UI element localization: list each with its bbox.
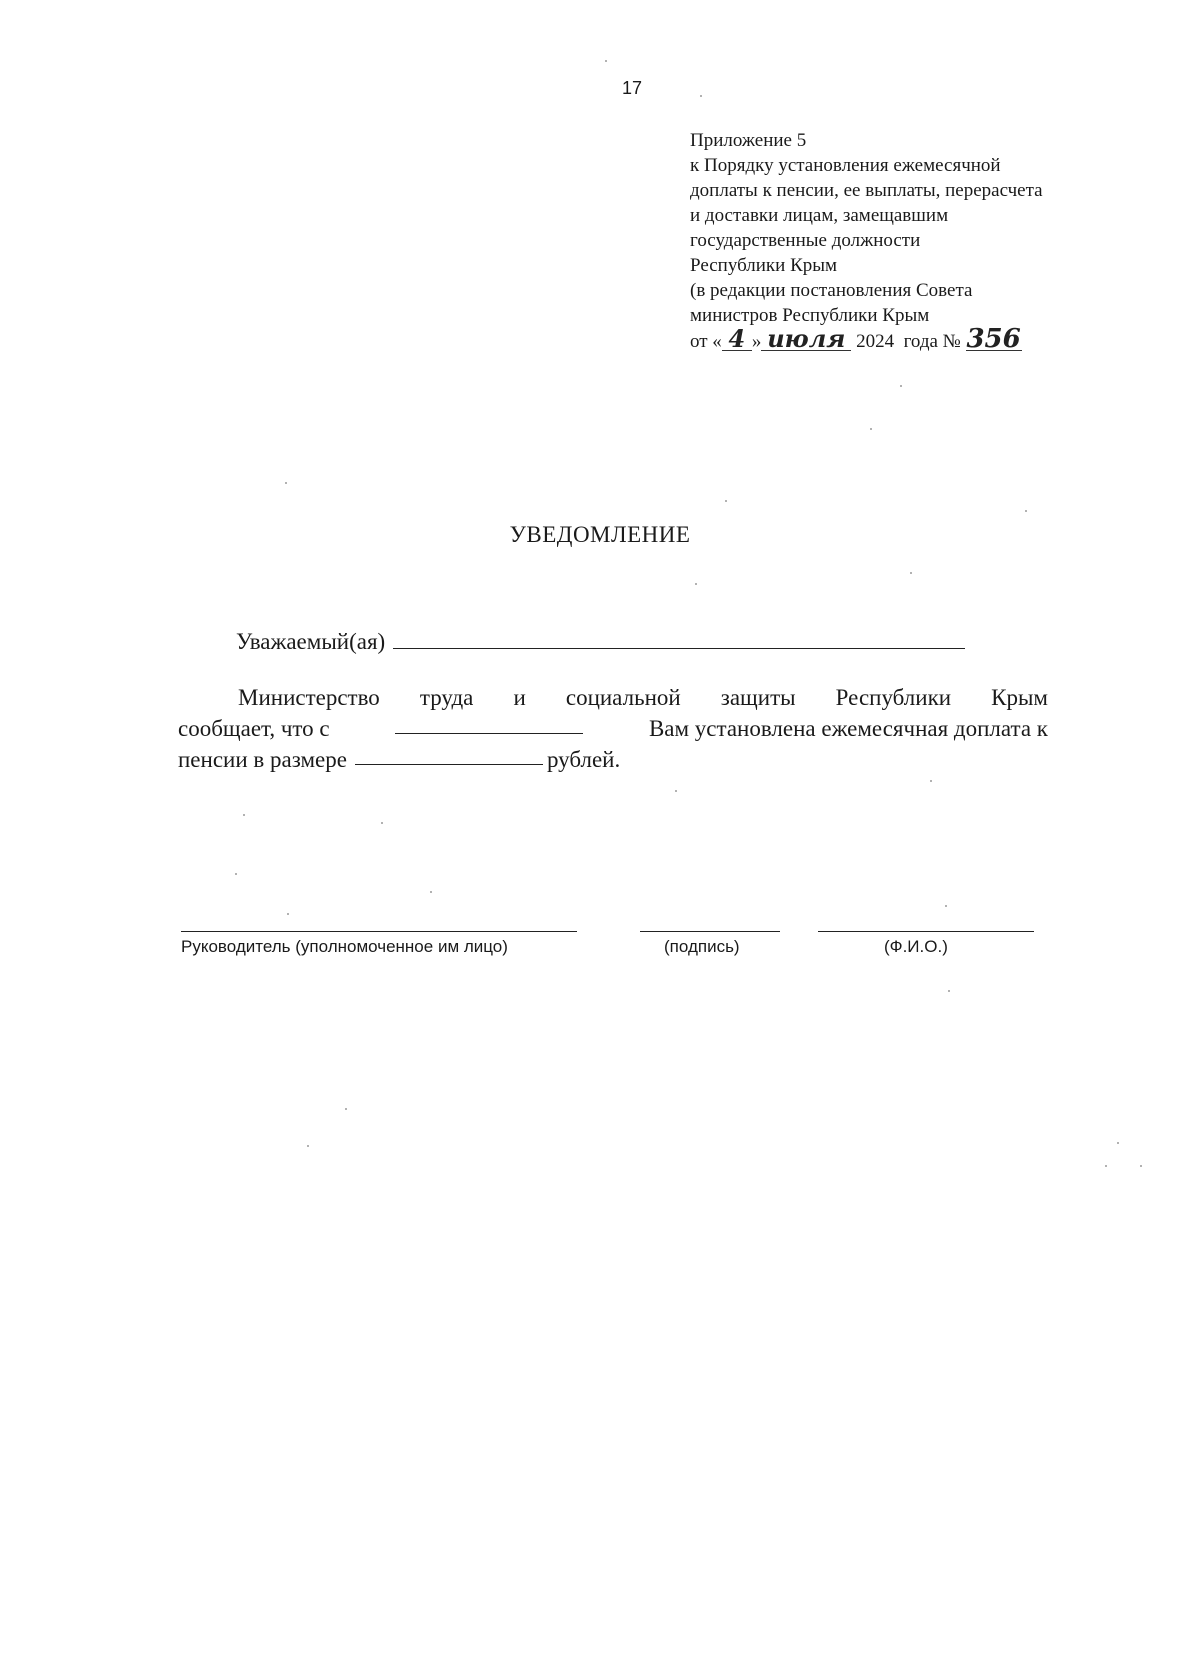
appendix-line: Республики Крым xyxy=(690,255,838,276)
appendix-line: (в редакции постановления Совета xyxy=(690,280,973,301)
scan-speck xyxy=(695,583,697,585)
recipient-name-blank[interactable] xyxy=(393,628,965,649)
body-word: Крым xyxy=(991,685,1048,710)
scan-speck xyxy=(900,385,902,387)
body-word: Республики xyxy=(835,685,952,710)
scan-speck xyxy=(287,913,289,915)
handwritten-month: июля xyxy=(761,328,851,351)
scan-speck xyxy=(381,822,383,824)
appendix-line: и доставки лицам, замещавшим xyxy=(690,205,949,226)
appendix-line: к Порядку установления ежемесячной xyxy=(690,155,1001,176)
greeting-label: Уважаемый(ая) xyxy=(236,629,386,654)
appendix-block xyxy=(690,128,1110,354)
body-line-1 xyxy=(178,682,1048,713)
appendix-date-line xyxy=(690,324,1110,354)
scan-speck xyxy=(948,990,950,992)
notice-body xyxy=(178,682,1048,775)
scan-speck xyxy=(870,428,872,430)
scan-speck xyxy=(1140,1165,1142,1167)
scan-speck xyxy=(605,60,607,62)
handwritten-resolution-number: 356 xyxy=(966,324,1021,354)
document-title: УВЕДОМЛЕНИЕ xyxy=(509,522,691,547)
body-line-2-end: Вам установлена ежемесячная доплата к xyxy=(648,716,1048,741)
greeting-line xyxy=(236,628,965,655)
scan-speck xyxy=(1025,510,1027,512)
body-word: труда xyxy=(419,685,474,710)
head-signature-line[interactable] xyxy=(181,931,577,932)
scan-speck xyxy=(235,873,237,875)
body-word: Министерство xyxy=(238,685,380,710)
appendix-line: министров Республики Крым xyxy=(690,305,930,326)
head-label: Руководитель (уполномоченное им лицо) xyxy=(181,937,508,956)
scan-speck xyxy=(945,905,947,907)
scan-speck xyxy=(430,891,432,893)
scan-speck xyxy=(1117,1142,1119,1144)
page-number: 17 xyxy=(622,78,643,98)
appendix-line: доплаты к пенсии, ее выплаты, перерасчета xyxy=(690,180,1043,201)
body-word: социальной xyxy=(565,685,681,710)
scan-speck xyxy=(930,780,932,782)
scan-speck xyxy=(285,482,287,484)
scan-speck xyxy=(345,1108,347,1110)
scan-speck xyxy=(307,1145,309,1147)
amount-blank[interactable] xyxy=(355,744,543,765)
body-line-3-start: пенсии в размере xyxy=(178,747,347,772)
scan-speck xyxy=(725,500,727,502)
scan-speck xyxy=(910,572,912,574)
start-date-blank[interactable] xyxy=(395,713,583,734)
body-line-3-end: рублей. xyxy=(546,747,621,772)
scan-speck xyxy=(700,95,702,97)
signature-label: (подпись) xyxy=(664,937,740,956)
body-word: защиты xyxy=(720,685,796,710)
full-name-label: (Ф.И.О.) xyxy=(884,937,948,956)
date-year: 2024 xyxy=(856,331,895,352)
date-year-suffix: года № xyxy=(903,331,961,352)
signature-line[interactable] xyxy=(640,931,780,932)
body-line-2 xyxy=(178,713,1048,744)
scan-speck xyxy=(243,814,245,816)
appendix-line: государственные должности xyxy=(690,230,921,251)
full-name-line[interactable] xyxy=(818,931,1034,932)
body-line-2-start: сообщает, что с xyxy=(178,716,330,741)
date-mid: » xyxy=(751,331,762,352)
body-word: и xyxy=(513,685,526,710)
body-line-3 xyxy=(178,744,1048,775)
handwritten-day: 4 xyxy=(722,328,752,351)
appendix-line: Приложение 5 xyxy=(690,130,807,151)
scan-speck xyxy=(675,790,677,792)
date-prefix: от « xyxy=(690,331,722,352)
scan-speck xyxy=(1105,1165,1107,1167)
